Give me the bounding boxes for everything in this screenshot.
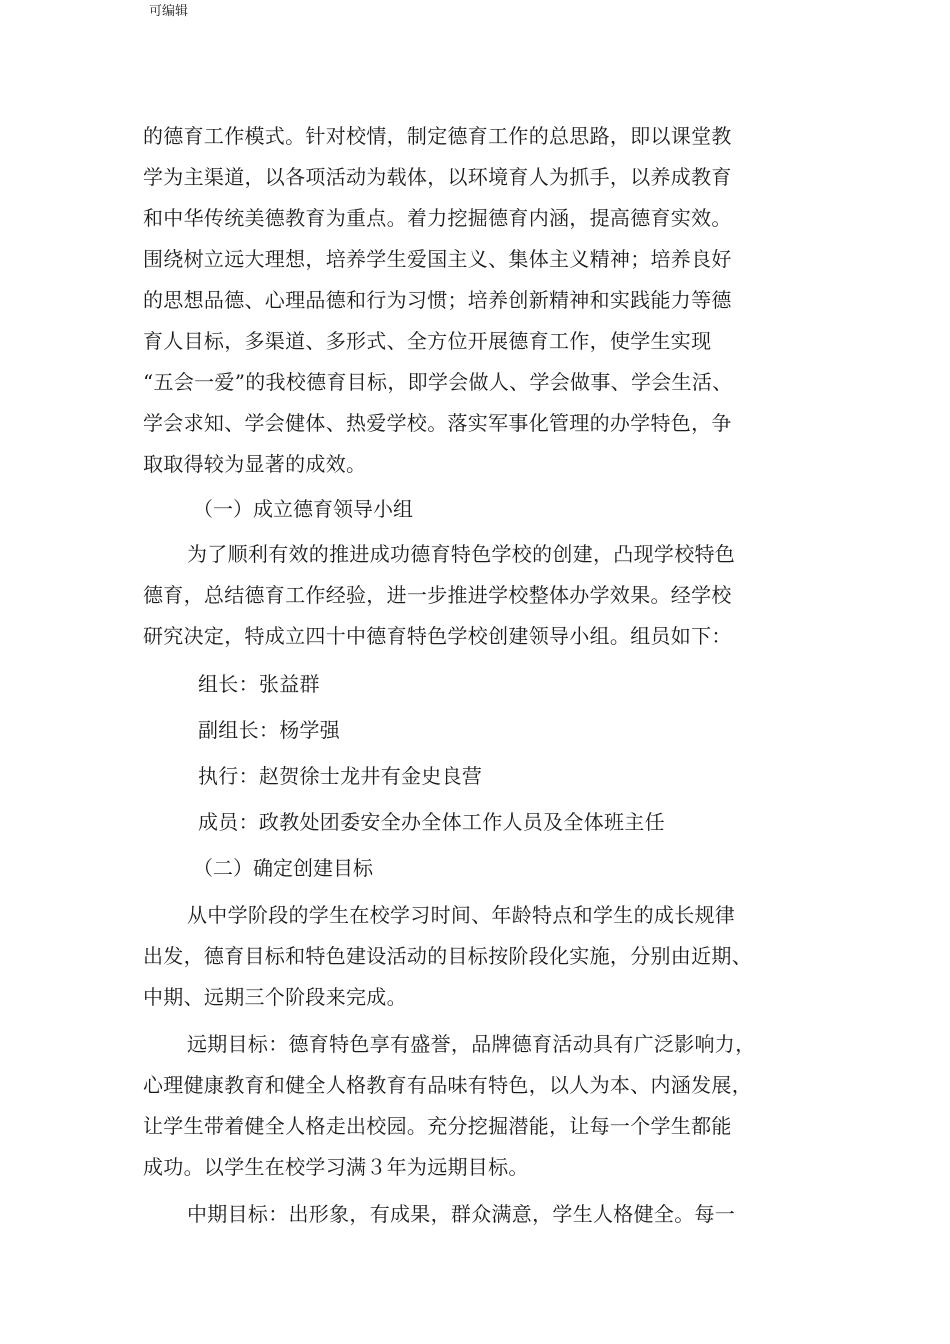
- text-line: 围绕树立远大理想，培养学生爱国主义、集体主义精神；培养良好: [143, 247, 732, 271]
- text-line: 学会求知、学会健体、热爱学校。落实军事化管理的办学特色，争: [143, 411, 732, 435]
- text-line: 研究决定，特成立四十中德育特色学校创建领导小组。组员如下：: [143, 624, 732, 648]
- paragraph-mid-term-goal: [143, 1194, 843, 1235]
- paragraph-phased-goals: [143, 895, 843, 1018]
- text-line: 中期、远期三个阶段来完成。: [143, 985, 407, 1009]
- text-line: 从中学阶段的学生在校学习时间、年龄特点和学生的成长规律: [187, 903, 736, 927]
- text-line: 的思想品德、心理品德和行为习惯；培养创新精神和实践能力等德: [143, 288, 732, 312]
- text-line: 学为主渠道，以各项活动为载体，以环境育人为抓手，以养成教育: [143, 165, 732, 189]
- text-line: 出发，德育目标和特色建设活动的目标按阶段化实施，分别由近期、: [143, 944, 752, 968]
- member-list: [143, 661, 843, 845]
- text-line: 取取得较为显著的成效。: [143, 452, 367, 476]
- text-line: “五会一爱”的我校德育目标，即学会做人、学会做事、学会生活、: [143, 370, 733, 394]
- member-item: 执行：赵贺徐士龙井有金史良营: [198, 764, 483, 788]
- editable-tag: 可编辑: [149, 4, 189, 19]
- document-body: [143, 116, 843, 1235]
- member-item: 成员：政教处团委安全办全体工作人员及全体班主任: [198, 810, 665, 834]
- text-line: 和中华传统美德教育为重点。着力挖掘德育内涵，提高德育实效。: [143, 206, 732, 230]
- text-line: 为了顺利有效的推进成功德育特色学校的创建，凸现学校特色: [187, 542, 736, 566]
- section-heading-goals: （二）确定创建目标: [193, 856, 373, 880]
- paragraph-long-term-goal: [143, 1024, 843, 1188]
- text-line: 成功。以学生在校学习满３年为远期目标。: [143, 1155, 529, 1179]
- member-item: 组长：张益群: [198, 672, 320, 696]
- text-line: 育人目标，多渠道、多形式、全方位开展德育工作，使学生实现: [143, 329, 712, 353]
- member-item: 副组长：杨学强: [198, 718, 341, 742]
- text-line: 中期目标：出形象，有成果，群众满意，学生人格健全。每一: [187, 1202, 736, 1226]
- text-line: 德育，总结德育工作经验，进一步推进学校整体办学效果。经学校: [143, 583, 732, 607]
- text-line: 的德育工作模式。针对校情，制定德育工作的总思路，即以课堂教: [143, 124, 732, 148]
- paragraph-moral-education-approach: [143, 116, 843, 485]
- text-line: 让学生带着健全人格走出校园。充分挖掘潜能，让每一个学生都能: [143, 1114, 732, 1138]
- text-line: 远期目标：德育特色享有盛誉，品牌德育活动具有广泛影响力，: [187, 1032, 756, 1056]
- section-heading-leadership-group: （一）成立德育领导小组: [193, 497, 413, 521]
- paragraph-leadership-group: [143, 534, 843, 657]
- text-line: 心理健康教育和健全人格教育有品味有特色，以人为本、内涵发展，: [143, 1073, 752, 1097]
